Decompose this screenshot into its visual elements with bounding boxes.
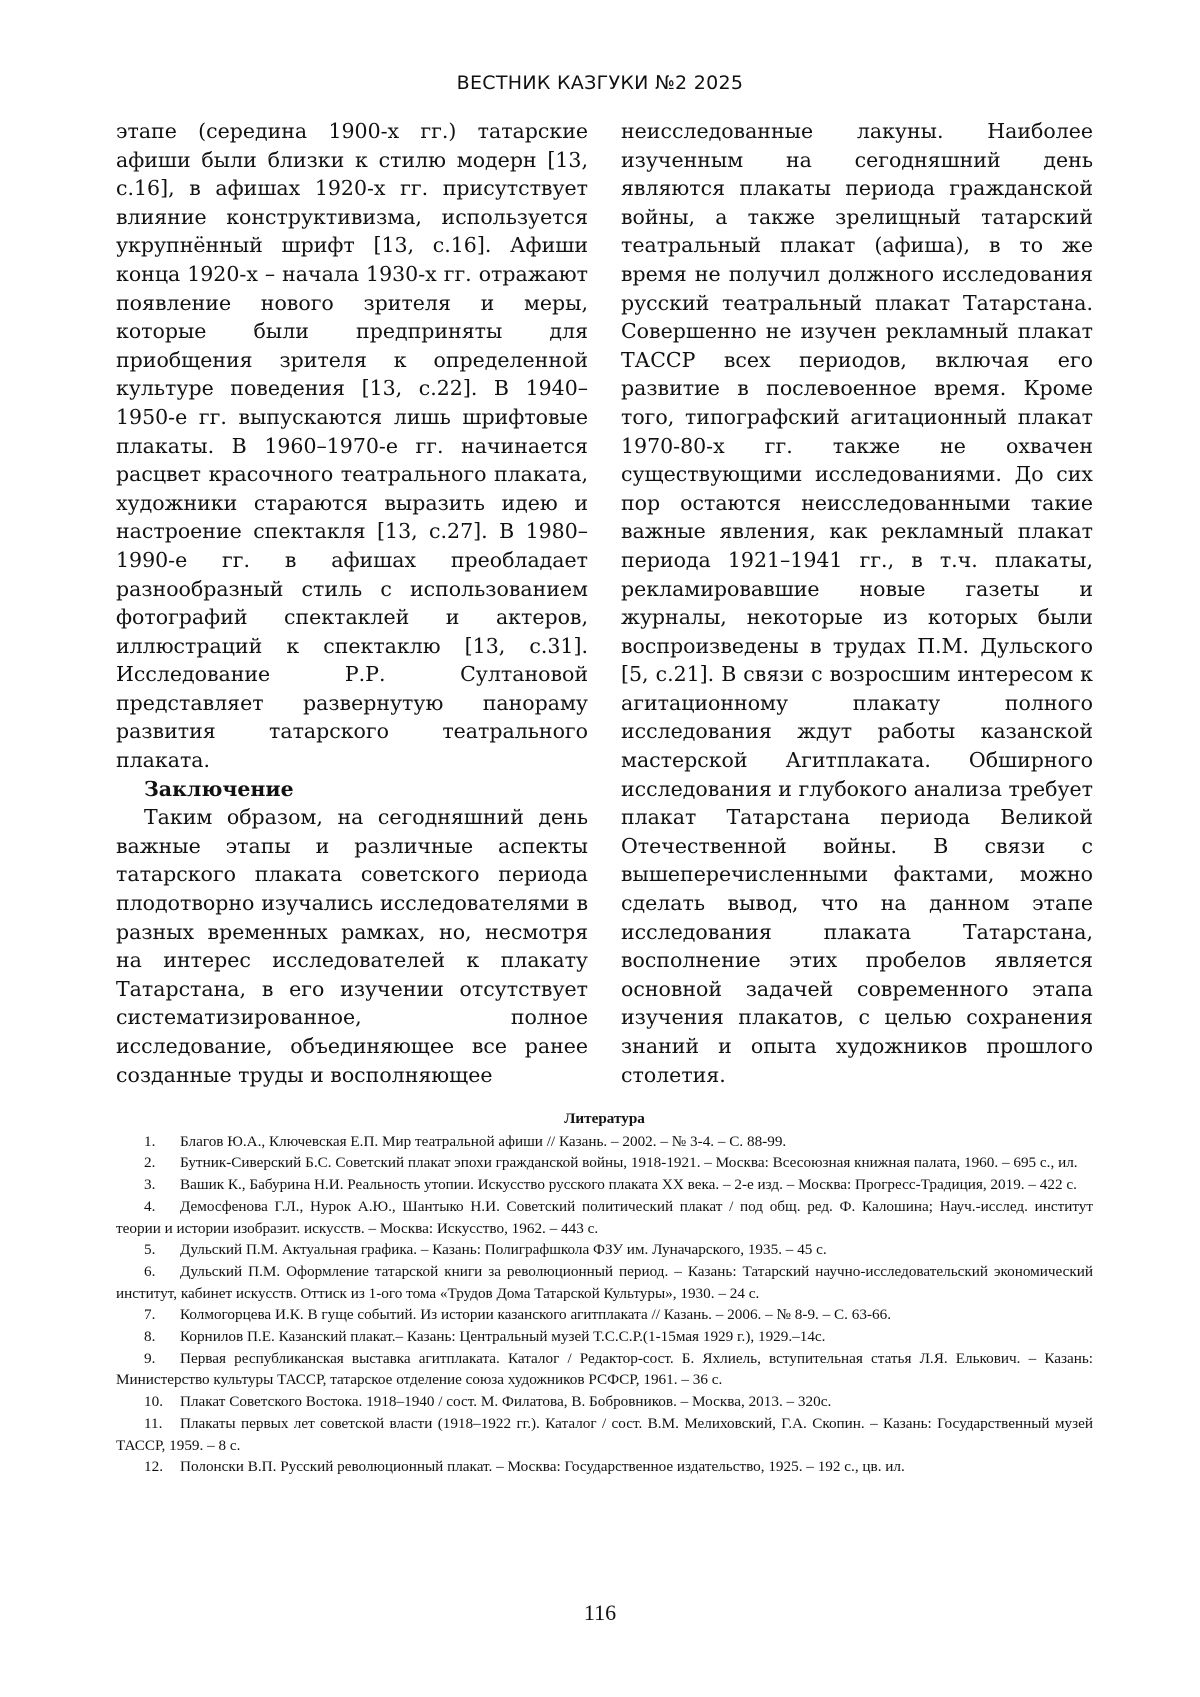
reference-item <box>116 1456 1093 1478</box>
reference-number: 7. <box>144 1306 156 1324</box>
reference-number: 3. <box>144 1176 156 1194</box>
reference-item <box>116 1413 1093 1456</box>
body-paragraph: неисследованные лакуны. Наиболее изученным на сегодняшний день являются плакаты периода гражданской войны, а также зрелищный татарский театральный плакат (афиша), в то же время не получил должного исследования русский театральный плакат Татарстана. Совершенно не изучен рекламный плакат ТАССР всех периодов, включая его развитие в послевоенное время. Кроме того, типографский агитационный плакат 1970-80-х гг. также не охвачен существующими исследованиями. До сих пор остаются неисследованными такие важные явления, как рекламный плакат периода 1921–1941 гг., в т.ч. плакаты, рекламировавшие новые газеты и журналы, некоторые из которых были воспроизведены в трудах П.М. Дульского [5, с.21]. В связи с возросшим интересом к агитационному плакату полного исследования ждут работы казанской мастерской Агитплаката. Обширного исследования и глубокого анализа требует плакат Татарстана периода Великой Отечественной войны. В связи с вышеперечисленными фактами, можно сделать вывод, что на данном этапе исследования плаката Татарстана, восполнение этих пробелов является основной задачей современного этапа изучения плакатов, с целью сохранения знаний и опыта художников прошлого столетия. <box>621 119 1093 1087</box>
reference-item <box>116 1261 1093 1304</box>
references-section <box>116 1108 1093 1478</box>
reference-text: Первая республиканская выставка агитплаката. Каталог / Редактор-сост. Б. Яхлиель, вступительная статья Л.Я. Елькович. – Казань: Министерство культуры ТАССР, татарское отделение союза художников РСФСР, 1961. – 36 с. <box>116 1349 1093 1389</box>
reference-number: 5. <box>144 1241 156 1259</box>
reference-text: Полонски В.П. Русский революционный плакат. – Москва: Государственное издательство, 1925. – 192 с., цв. ил. <box>180 1458 905 1476</box>
reference-item <box>116 1196 1093 1239</box>
reference-number: 8. <box>144 1328 156 1346</box>
reference-number: 10. <box>144 1393 163 1411</box>
reference-text: Благов Ю.А., Ключевская Е.П. Мир театральной афиши // Казань. – 2002. – № 3-4. – С. 88-99. <box>180 1132 787 1150</box>
reference-item <box>116 1131 1093 1153</box>
reference-text: Плакат Советского Востока. 1918–1940 / сост. М. Филатова, В. Бобровников. – Москва, 2013. – 320с. <box>180 1393 832 1411</box>
page-number: 116 <box>583 1600 617 1625</box>
reference-number: 6. <box>144 1262 156 1280</box>
reference-text: Дульский П.М. Актуальная графика. – Казань: Полиграфшкола ФЗУ им. Луначарского, 1935. – 45 с. <box>180 1241 827 1259</box>
reference-text: Дульский П.М. Оформление татарской книги за революционный период. – Казань: Татарский научно-исследовательский экономический институт, кабинет искусств. Оттиск из 1-ого тома «Трудов Дома Татарской Культуры», 1930. – 24 с. <box>116 1262 1093 1302</box>
reference-text: Плакаты первых лет советской власти (1918–1922 гг.). Каталог / сост. В.М. Мелиховский, Г.А. Скопин. – Казань: Государственный музей ТАССР, 1959. – 8 с. <box>116 1414 1093 1454</box>
conclusion-heading: Заключение <box>144 776 294 801</box>
reference-text: Вашик К., Бабурина Н.И. Реальность утопии. Искусство русского плаката XX века. – 2-е изд. – Москва: Прогресс-Традиция, 2019. – 422 с. <box>180 1176 1077 1194</box>
reference-number: 12. <box>144 1458 163 1476</box>
journal-header: ВЕСТНИК КАЗГУКИ №2 2025 <box>456 72 744 94</box>
reference-number: 11. <box>144 1414 163 1432</box>
reference-item <box>116 1326 1093 1348</box>
reference-text: Колмогорцева И.К. В гуще событий. Из истории казанского агитплаката // Казань. – 2006. – № 8-9. – С. 63-66. <box>180 1306 891 1324</box>
conclusion-paragraph: Таким образом, на сегодняшний день важные этапы и различные аспекты татарского плаката советского периода плодотворно изучались исследователями в разных временных рамках, но, несмотря на интерес исследователей к плакату Татарстана, в его изучении отсутствует систематизированное, полное исследование, объединяющее все ранее созданные труды и восполняющее <box>116 805 588 1087</box>
reference-item <box>116 1304 1093 1326</box>
reference-number: 1. <box>144 1132 156 1150</box>
reference-item <box>116 1152 1093 1174</box>
reference-item <box>116 1174 1093 1196</box>
reference-number: 9. <box>144 1349 156 1367</box>
reference-text: Бутник-Сиверский Б.С. Советский плакат эпохи гражданской войны, 1918-1921. – Москва: Всесоюзная книжная палата, 1960. – 695 с., ил. <box>180 1154 1078 1172</box>
reference-item <box>116 1239 1093 1261</box>
reference-number: 2. <box>144 1154 156 1172</box>
left-column <box>116 117 588 1089</box>
reference-text: Корнилов П.Е. Казанский плакат.– Казань: Центральный музей Т.С.С.Р.(1-15мая 1929 г.), 1929.–14с. <box>180 1328 826 1346</box>
reference-item <box>116 1348 1093 1391</box>
right-column <box>621 117 1093 1089</box>
references-title: Литература <box>564 1110 645 1127</box>
article-body <box>116 117 1093 1089</box>
reference-text: Демосфенова Г.Л., Нурок А.Ю., Шантыко Н.И. Советский политический плакат / под общ. ред. Ф. Калошина; Науч.-исслед. институт теории и истории изобразит. искусств. – Москва: Искусство, 1962. – 443 с. <box>116 1197 1093 1237</box>
references-list <box>116 1131 1093 1478</box>
reference-item <box>116 1391 1093 1413</box>
reference-number: 4. <box>144 1197 156 1215</box>
body-paragraph: этапе (середина 1900-х гг.) татарские афиши были близки к стилю модерн [13, с.16], в афишах 1920-х гг. присутствует влияние конструктивизма, используется укрупнённый шрифт [13, с.16]. Афиши конца 1920-х – начала 1930-х гг. отражают появление нового зрителя и меры, которые были предприняты для приобщения зрителя к определенной культуре поведения [13, с.22]. В 1940–1950-е гг. выпускаются лишь шрифтовые плакаты. В 1960–1970-е гг. начинается расцвет красочного театрального плаката, художники стараются выразить идею и настроение спектакля [13, с.27]. В 1980–1990-е гг. в афишах преобладает разнообразный стиль с использованием фотографий спектаклей и актеров, иллюстраций к спектаклю [13, с.31]. Исследование Р.Р. Султановой представляет развернутую панораму развития татарского театрального плаката. <box>116 119 588 773</box>
